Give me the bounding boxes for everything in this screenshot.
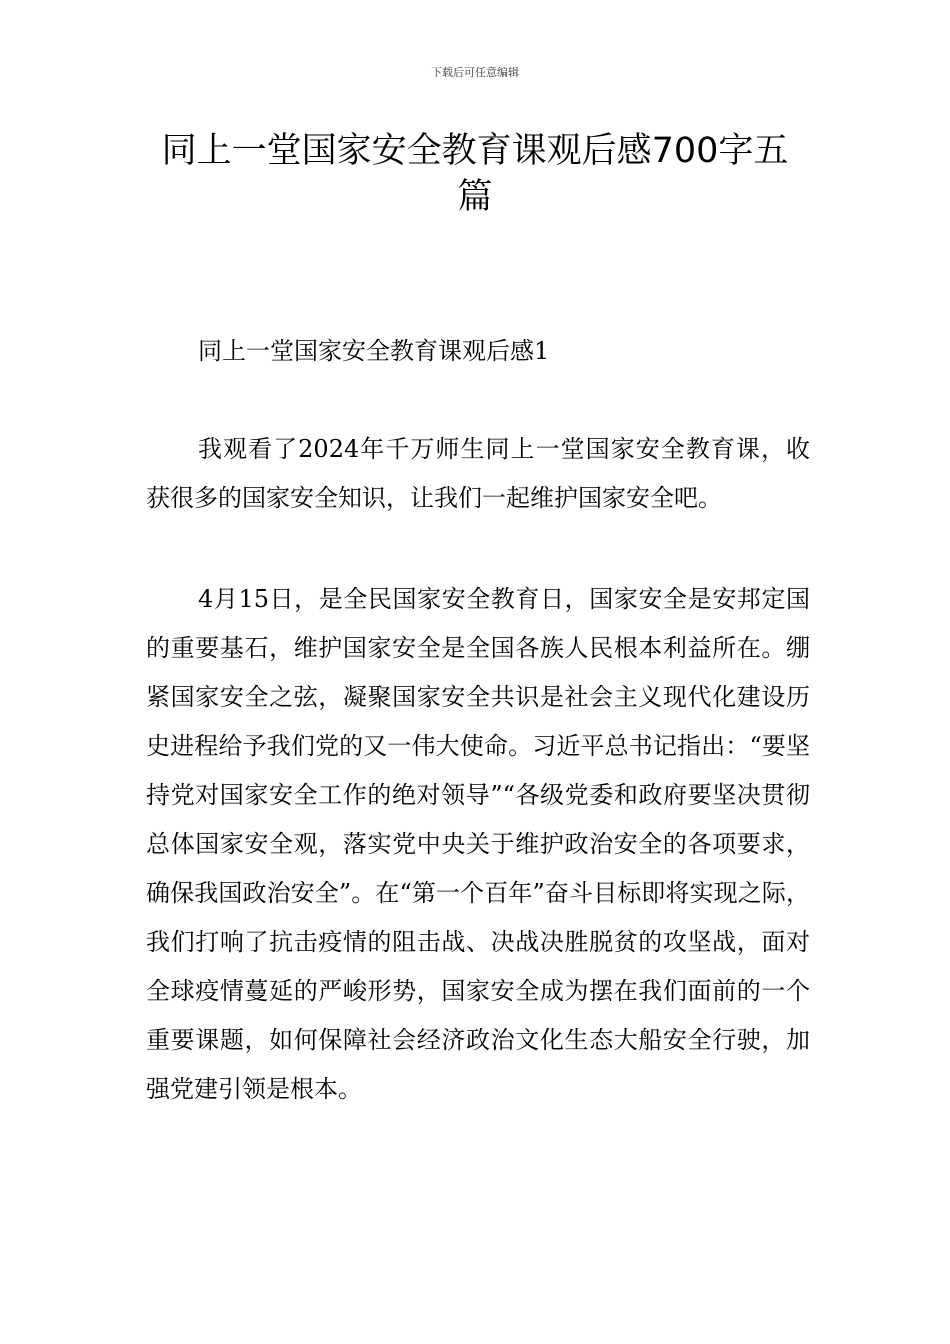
document-title: 同上一堂国家安全教育课观后感700字五篇 [161,131,789,217]
paragraph-1: 我观看了2024年千万师生同上一堂国家安全教育课，收获很多的国家安全知识，让我们一起维护国家安全吧。 [146,435,810,512]
paragraph-2: 4月15日，是全民国家安全教育日，国家安全是安邦定国的重要基石，维护国家安全是全国各族人民根本利益所在。绷紧国家安全之弦，凝聚国家安全共识是社会主义现代化建设历史进程给予我们党的又一伟大使命。习近平总书记指出：“要坚持党对国家安全工作的绝对领导”“各级党委和政府要坚决贯彻总体国家安全观，落实党中央关于维护政治安全的各项要求，确保我国政治安全”。在“第一个百年”奋斗目标即将实现之际，我们打响了抗击疫情的阻击战、决战决胜脱贫的攻坚战，面对全球疫情蔓延的严峻形势，国家安全成为摆在我们面前的一个重要课题，如何保障社会经济政治文化生态大船安全行驶，加强党建引领是根本。 [146,585,810,1103]
header-note: 下载后可任意编辑 [431,66,519,79]
section-heading: 同上一堂国家安全教育课观后感1 [198,337,550,365]
